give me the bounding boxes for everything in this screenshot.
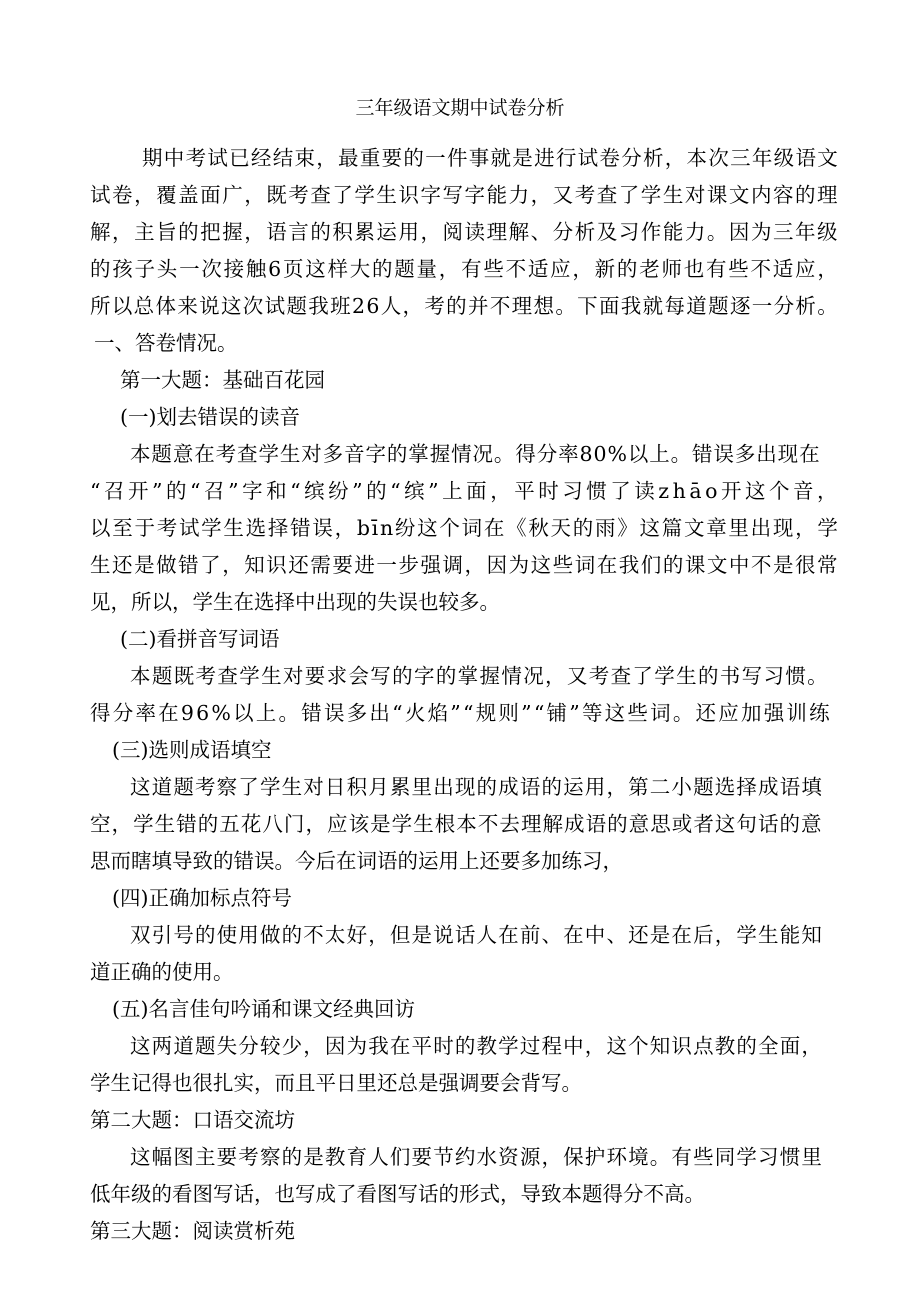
intro-line-3: 解 ， 主 旨 的 把 握 ， 语 言 的 积 累 运 用 ， 阅 读 理 解 、 分 析 及 习 作 能 力 。 因 为 三 年 级 (90, 220, 838, 244)
q5-heading: (五)名言佳句吟诵和课文经典回访 (112, 997, 415, 1021)
q3-line-3: 思而瞎填导致的错误。今后在词语的运用上还要多加练习， (90, 849, 623, 873)
q3-line-1: 这 道 题 考 察 了 学 生 对 日 积 月 累 里 出 现 的 成 语 的 运 用 ， 第 二 小 题 选 择 成 语 填 (130, 775, 822, 799)
q1-line-4: 生 还 是 做 错 了 ， 知 识 还 需 要 进 一 步 强 调 ， 因 为 这 些 词 在 我 们 的 课 文 中 不 是 很 常 (90, 553, 838, 577)
q1-line-2: “ 召 开 ” 的 “ 召 ” 字 和 “ 缤 纷 ” 的 “ 缤 ” 上 面 ， 平 时 习 惯 了 读 z h ā o 开 这 个 音 ， (90, 479, 838, 503)
q2-line-2: 得 分 率 在 9 6 % 以 上 。 错 误 多 出 “ 火 焰 ” “ 规 则 ” “ 铺 ” 等 这 些 词 。 还 应 加 强 训 练 (90, 701, 830, 725)
q1-heading: (一)划去错误的读音 (120, 405, 300, 429)
section-heading: 一、答卷情况。 (94, 331, 238, 355)
part2-line-1: 这 幅 图 主 要 考 察 的 是 教 育 人 们 要 节 约 水 资 源 ， 保 护 环 境 。 有 些 同 学 习 惯 里 (130, 1145, 822, 1169)
intro-line-1: 期 中 考 试 已 经 结 束 ， 最 重 要 的 一 件 事 就 是 进 行 试 卷 分 析 ， 本 次 三 年 级 语 文 (142, 146, 838, 170)
q1-line-5: 见，所以，学生在选择中出现的失误也较多。 (90, 590, 500, 614)
q4-line-1: 双 引 号 的 使 用 做 的 不 太 好 ， 但 是 说 话 人 在 前 、 在 中 、 还 是 在 后 ， 学 生 能 知 (130, 923, 822, 947)
part2-heading: 第二大题：口语交流坊 (90, 1108, 295, 1132)
intro-line-4: 的 孩 子 头 一 次 接 触 6 页 这 样 大 的 题 量 ， 有 些 不 适 应 ， 新 的 老 师 也 有 些 不 适 应 ， (90, 257, 838, 281)
part1-heading: 第一大题：基础百花园 (120, 368, 325, 392)
q5-line-1: 这 两 道 题 失 分 较 少 ， 因 为 我 在 平 时 的 教 学 过 程 中 ， 这 个 知 识 点 教 的 全 面 ， (130, 1034, 822, 1058)
q1-line-1: 本 题 意 在 考 查 学 生 对 多 音 字 的 掌 握 情 况 。 得 分 率 8 0 % 以 上 。 错 误 多 出 现 在 (130, 442, 820, 466)
q1-line-3: 以 至 于 考 试 学 生 选 择 错 误 ， b ī n 纷 这 个 词 在 《 秋 天 的 雨 》 这 篇 文 章 里 出 现 ， 学 (90, 516, 838, 540)
part3-heading: 第三大题：阅读赏析苑 (90, 1219, 295, 1243)
q3-heading: (三)选则成语填空 (112, 738, 272, 762)
q2-heading: (二)看拼音写词语 (120, 627, 280, 651)
intro-line-5: 所 以 总 体 来 说 这 次 试 题 我 班 2 6 人 ， 考 的 并 不 理 想 。 下 面 我 就 每 道 题 逐 一 分 析 。 (90, 294, 838, 318)
q4-heading: (四)正确加标点符号 (112, 886, 292, 910)
q2-line-1: 本 题 既 考 查 学 生 对 要 求 会 写 的 字 的 掌 握 情 况 ， 又 考 查 了 学 生 的 书 写 习 惯 。 (130, 664, 828, 688)
page-title: 三年级语文期中试卷分析 (355, 97, 565, 119)
q5-line-2: 学生记得也很扎实，而且平日里还总是强调要会背写。 (90, 1071, 582, 1095)
q4-line-2: 道正确的使用。 (90, 960, 234, 984)
q3-line-2: 空 ， 学 生 错 的 五 花 八 门 ， 应 该 是 学 生 根 本 不 去 理 解 成 语 的 意 思 或 者 这 句 话 的 意 (90, 812, 822, 836)
part2-line-2: 低年级的看图写话，也写成了看图写话的形式，导致本题得分不高。 (90, 1182, 705, 1206)
intro-line-2: 试 卷 ， 覆 盖 面 广 ， 既 考 查 了 学 生 识 字 写 字 能 力 ， 又 考 查 了 学 生 对 课 文 内 容 的 理 (90, 183, 838, 207)
